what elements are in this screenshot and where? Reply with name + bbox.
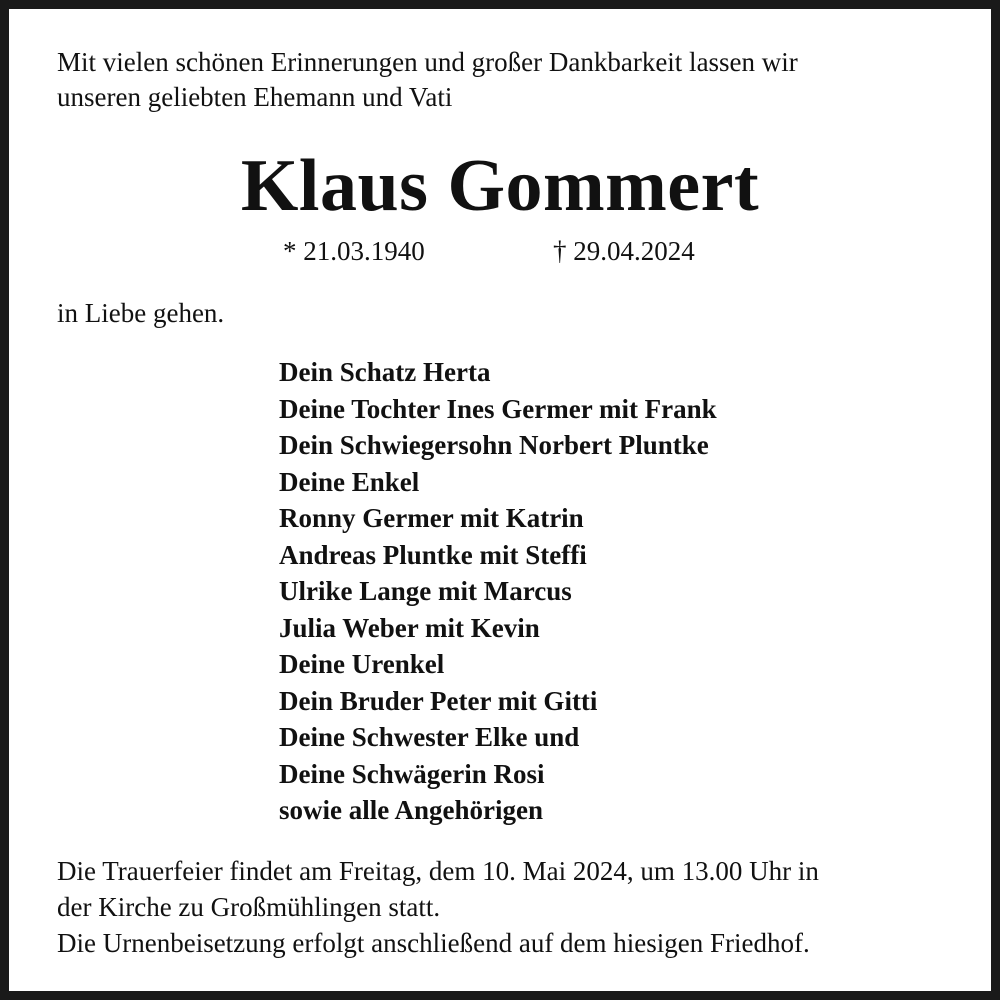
mourner-entry: Ronny Germer mit Katrin <box>279 503 584 533</box>
mourner-entry: sowie alle Angehörigen <box>279 795 543 825</box>
closing-phrase: in Liebe gehen. <box>57 298 225 328</box>
mourner-entry: Deine Schwägerin Rosi <box>279 758 545 789</box>
mourner-entry: Ulrike Lange mit Marcus <box>279 576 572 606</box>
mourner-entry: Deine Schwester Elke und <box>279 722 580 752</box>
intro-line-1: Mit vielen schönen Erinnerungen und großer Dankbarkeit lassen wir <box>57 47 798 77</box>
mourner-entry: Julia Weber mit Kevin <box>279 612 540 643</box>
ceremony-info <box>57 853 949 961</box>
death-date: † 29.04.2024 <box>553 236 695 266</box>
mourners-list <box>279 354 717 829</box>
ceremony-line-3: Die Urnenbeisetzung erfolgt anschließend auf dem hiesigen Friedhof. <box>57 928 810 958</box>
mourner-entry: Deine Enkel <box>279 466 420 497</box>
mourner-entry: Dein Bruder Peter mit Gitti <box>279 685 598 716</box>
mourner-entry: Andreas Pluntke mit Steffi <box>279 539 587 570</box>
mourner-entry: Deine Tochter Ines Germer mit Frank <box>279 393 717 424</box>
mourner-entry: Dein Schatz Herta <box>279 357 491 387</box>
mourner-entry: Dein Schwiegersohn Norbert Pluntke <box>279 430 709 460</box>
intro-text <box>57 45 949 115</box>
ceremony-line-1: Die Trauerfeier findet am Freitag, dem 10. Mai 2024, um 13.00 Uhr in <box>57 856 819 886</box>
birth-date: * 21.03.1940 <box>283 236 425 266</box>
intro-line-2: unseren geliebten Ehemann und Vati <box>57 82 453 112</box>
deceased-name: Klaus Gommert <box>240 145 760 227</box>
mourner-entry: Deine Urenkel <box>279 649 445 679</box>
ceremony-line-2: der Kirche zu Großmühlingen statt. <box>57 892 441 922</box>
